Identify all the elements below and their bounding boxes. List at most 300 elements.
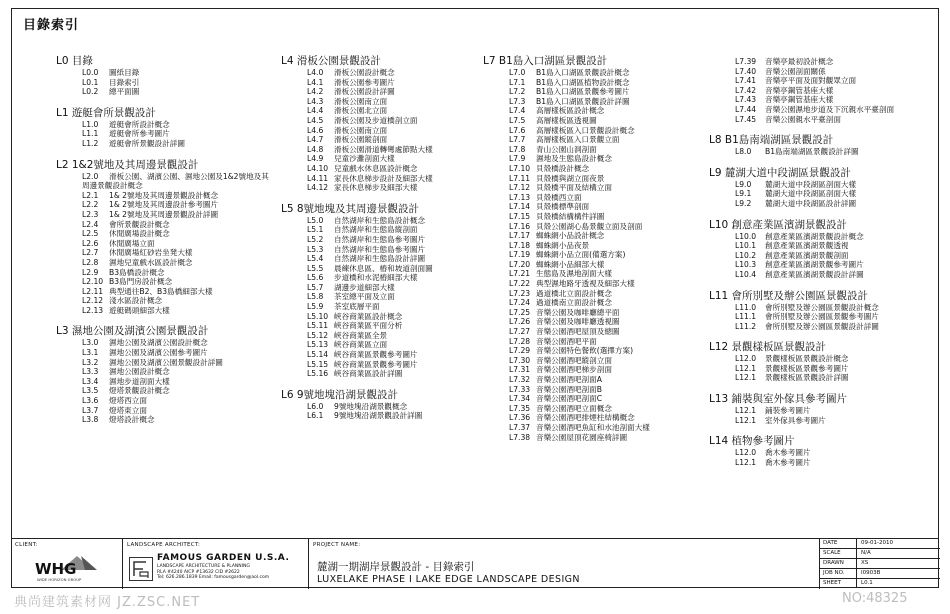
index-entry [281, 292, 476, 302]
sheet-title: 1& 2號地及其周邊景觀設計詳圖 [109, 209, 219, 219]
index-entry [483, 337, 708, 347]
sheet-title: 燈塔景觀設計概念 [109, 386, 170, 396]
project-cell [309, 539, 819, 589]
sheet-title: 濕地兒童戲水區設計概念 [109, 257, 193, 267]
sheet-title: 休閒廣場立面 [109, 238, 155, 248]
sheet-code: L7.12 [509, 183, 531, 193]
sheet-code: L3.1 [82, 348, 99, 358]
sheet-title: 滑板公園參考圖片 [334, 77, 395, 87]
index-section [56, 106, 271, 149]
sheet-title: 貝殼公園湖心島景觀立面及剖面 [536, 221, 643, 231]
index-entry [281, 331, 476, 341]
sheet-code: L4.12 [307, 183, 329, 193]
index-entry [483, 174, 708, 184]
sheet-code: L4.6 [307, 125, 324, 135]
index-entry [483, 78, 708, 88]
meta-key: DATE [823, 540, 838, 546]
sheet-title: B1島入口湖區景觀參考圖片 [536, 87, 630, 97]
section-heading: L13 鋪裝與室外傢具參考圖片 [709, 393, 848, 406]
sheet-code: L5.1 [307, 225, 324, 235]
sheet-code: L7.15 [509, 211, 531, 221]
sheet-title: 峽谷商業區景觀參考圖片 [334, 359, 418, 369]
sheet-title: 室外傢具參考圖片 [765, 415, 826, 425]
index-entry [281, 106, 476, 116]
meta-row [820, 579, 940, 589]
index-entry [709, 241, 934, 251]
sheet-title: 滑板公園及步道橋剖立面 [334, 115, 418, 125]
famous-garden-logo-icon [129, 557, 153, 581]
sheet-title: B1島入口湖區植物設計概念 [536, 77, 630, 87]
sheet-code: L7.13 [509, 192, 531, 202]
index-entry [56, 306, 271, 316]
index-entry [709, 199, 934, 209]
sheet-code: L2.11 [82, 286, 104, 296]
index-entry [56, 367, 271, 377]
index-entry [483, 222, 708, 232]
sheet-title: 燈塔東立面 [109, 405, 147, 415]
meta-key: SCALE [823, 550, 841, 556]
sheet-code: L2.2 [82, 200, 99, 210]
index-entry [281, 154, 476, 164]
index-section [709, 218, 934, 280]
section-heading: L0 目錄 [56, 55, 93, 67]
index-entry [56, 386, 271, 396]
sheet-title: 麓湖大道中段湖區設計詳圖 [765, 198, 857, 208]
sheet-code: L2.6 [82, 238, 99, 248]
page-title: 目錄索引 [23, 18, 80, 33]
sheet-code: L5.16 [307, 369, 329, 379]
sheet-title: 會所別墅及辦公園區景觀設計詳圖 [765, 321, 879, 331]
sheet-title: 茶室底層平面 [334, 302, 380, 312]
sheet-code: L12.1 [735, 457, 757, 467]
index-entry [56, 287, 271, 297]
sheet-title: 蜘蛛網小品設計概念 [536, 231, 605, 241]
sheet-title: 創意產業區濱湖景觀設計概念 [765, 231, 864, 241]
index-section [56, 158, 271, 316]
index-section [56, 54, 271, 97]
sheet-title: 貝殼橋平面及結構立面 [536, 183, 612, 193]
index-entry [709, 86, 934, 96]
sheet-code: L11.2 [735, 321, 757, 331]
sheet-title: 總平面圖 [109, 87, 140, 97]
sheet-code: L7.17 [509, 231, 531, 241]
sheet-title: 高層樣板區入口景觀立面 [536, 135, 620, 145]
sheet-code: L7.39 [735, 57, 757, 66]
sheet-title: 音樂公園酒吧魚缸和水池剖面大樣 [536, 422, 650, 432]
index-entry [483, 308, 708, 318]
sheet-title: 音樂公園屋頂花園座椅詳圖 [536, 432, 628, 442]
index-entry [56, 172, 271, 191]
sheet-code: L7.35 [509, 403, 531, 413]
architect-contact: Tel: 626.286.1839 Email: famousgarden@aol.com [157, 575, 270, 581]
sheet-title: 高層樣板區設計概念 [536, 106, 605, 116]
sheet-code: L7.41 [735, 76, 757, 86]
client-cell [11, 539, 123, 589]
sheet-code: L4.2 [307, 87, 324, 97]
index-entry [483, 106, 708, 116]
sheet-title: 貝殼橋西立面 [536, 192, 582, 202]
sheet-code: L12.0 [735, 448, 757, 458]
meta-value: 09-01-2010 [856, 539, 893, 548]
sheet-code: L3.6 [82, 396, 99, 406]
sheet-title: 滑板公園縱剖面 [334, 135, 388, 145]
sheet-title: 創意產業區濱湖景觀設計詳圖 [765, 269, 864, 279]
index-entry [483, 404, 708, 414]
sheet-title: 晨練休息區、樁和坡道剖面圖 [334, 263, 433, 273]
index-entry [56, 78, 271, 88]
sheet-title: 遊艇會所景觀設計詳圖 [109, 138, 185, 148]
sheet-title: 音樂公園酒吧梯步剖面 [536, 365, 612, 375]
index-section [483, 54, 708, 442]
title-block [11, 538, 939, 588]
index-entry [709, 251, 934, 261]
sheet-code: L7.19 [509, 250, 531, 260]
sheet-code: L7.30 [509, 355, 531, 365]
sheet-code: L7.0 [509, 68, 526, 77]
index-entry [56, 239, 271, 249]
project-label: PROJECT NAME: [313, 542, 361, 548]
sheet-code: L4.8 [307, 144, 324, 154]
sheet-code: L1.0 [82, 119, 99, 129]
index-entry [56, 220, 271, 230]
index-entry [281, 302, 476, 312]
index-section [709, 289, 934, 332]
index-entry [281, 78, 476, 88]
sheet-title: 景觀樣板區景觀設計詳圖 [765, 373, 849, 383]
index-entry [709, 260, 934, 270]
sheet-title: 生態島及濕地剖面大樣 [536, 269, 612, 279]
sheet-meta-table [819, 539, 940, 589]
index-entry [56, 210, 271, 220]
sheet-title: 喬木參考圖片 [765, 448, 811, 458]
index-entry [56, 139, 271, 149]
meta-value: I0903B [856, 569, 880, 578]
client-logo-text: WHG [35, 560, 77, 578]
index-entry [709, 147, 934, 157]
sheet-title: 景觀樣板區景觀參考圖片 [765, 363, 849, 373]
index-entry [709, 189, 934, 199]
index-entry [56, 415, 271, 425]
sheet-code: L7.24 [509, 298, 531, 308]
index-entry [483, 68, 708, 78]
index-entry [709, 373, 934, 383]
section-heading: L11 會所別墅及辦公園區景觀設計 [709, 289, 869, 302]
index-entry [709, 232, 934, 242]
sheet-code: L5.10 [307, 311, 329, 321]
index-entry [483, 145, 708, 155]
sheet-title: 湖邊步道細部大樣 [334, 282, 395, 292]
sheet-title: 過道橋北立面設計概念 [536, 288, 612, 298]
index-section [709, 133, 934, 157]
sheet-code: L4.11 [307, 173, 329, 183]
watermark-site: 典尚建筑素材网 JZ.ZSC.NET [14, 595, 201, 610]
sheet-title: 會所別墅及辦公園區景觀參考圖片 [765, 312, 879, 322]
sheet-title: 自然湖岸和生態島設計概念 [334, 215, 426, 225]
sheet-title: 創意產業區濱湖景觀透視 [765, 241, 849, 251]
sheet-code: L7.31 [509, 365, 531, 375]
sheet-code: L7.18 [509, 240, 531, 250]
sheet-title: 青山公園山洞剖面 [536, 144, 597, 154]
index-entry [281, 321, 476, 331]
index-entry [483, 231, 708, 241]
sheet-code: L1.1 [82, 129, 99, 139]
sheet-title: 貝殼橋設計概念 [536, 163, 590, 173]
sheet-title: 音樂公園酒吧縱剖立面 [536, 355, 612, 365]
index-entry [483, 193, 708, 203]
index-entry [709, 458, 934, 468]
sheet-title: 景觀樣板區景觀設計概念 [765, 354, 849, 364]
sheet-code: L5.5 [307, 263, 324, 273]
sheet-code: L5.8 [307, 292, 324, 302]
sheet-title: 步道橋和水泥樁細部大樣 [334, 273, 418, 283]
index-entry [483, 183, 708, 193]
sheet-code: L7.37 [509, 422, 531, 432]
section-heading: L4 滑板公園景觀設計 [281, 55, 381, 67]
sheet-title: 音樂公園酒吧排煙柱結構概念 [536, 413, 635, 423]
sheet-code: L11.1 [735, 312, 757, 322]
sheet-code: L12.1 [735, 363, 757, 373]
sheet-code: L3.8 [82, 415, 99, 425]
index-section [709, 340, 934, 383]
index-entry [709, 67, 934, 77]
sheet-title: 峽谷商業區景觀參考圖片 [334, 350, 418, 360]
client-logo-subtext: WIDE HORIZON GROUP [37, 577, 82, 582]
sheet-code: L7.26 [509, 317, 531, 327]
index-entry [56, 129, 271, 139]
index-entry [281, 116, 476, 126]
sheet-title: 濕地公園及湖濱公園參考圖片 [109, 348, 208, 358]
sheet-title: 音樂亭鋼管基座大樣 [765, 95, 834, 105]
index-entry [709, 76, 934, 86]
sheet-code: L10.3 [735, 260, 757, 270]
sheet-code: L7.20 [509, 259, 531, 269]
section-heading: L10 創意產業區濱湖景觀設計 [709, 218, 848, 231]
index-entry [483, 250, 708, 260]
sheet-title: 創意產業區濱湖景觀剖面 [765, 250, 849, 260]
sheet-code: L6.0 [307, 401, 324, 411]
sheet-title: 峽谷商業區設計概念 [334, 311, 403, 321]
index-entry [483, 346, 708, 356]
sheet-code: L4.5 [307, 115, 324, 125]
meta-row [820, 549, 940, 559]
sheet-code: L2.1 [82, 190, 99, 200]
index-entry [56, 377, 271, 387]
index-entry [483, 365, 708, 375]
sheet-code: L2.8 [82, 257, 99, 267]
index-entry [56, 296, 271, 306]
sheet-code: L7.33 [509, 384, 531, 394]
index-entry [281, 145, 476, 155]
index-entry [483, 289, 708, 299]
index-entry [483, 385, 708, 395]
index-column-3 [483, 54, 708, 442]
architect-licenses: RLA #4240 AICP #13632 CID #2622 [157, 569, 240, 575]
sheet-code: L5.11 [307, 321, 329, 331]
sheet-code: L0.2 [82, 87, 99, 97]
sheet-title: 音樂公園剖面關係 [765, 66, 826, 76]
index-entry [483, 241, 708, 251]
sheet-title: 典型濕地路牙透視及細部大樣 [536, 279, 635, 289]
index-entry [281, 312, 476, 322]
sheet-title: 濕地公園及湖濱公園景觀設計詳圖 [109, 357, 223, 367]
sheet-title: B3島橋設計概念 [109, 267, 165, 277]
index-entry [709, 95, 934, 105]
index-entry [56, 191, 271, 201]
sheet-title: 滑板公園設計詳圖 [334, 87, 395, 97]
architect-label: LANDSCAPE ARCHITECT: [127, 542, 201, 548]
sheet-title: 9號地塊沿湖景觀設計詳圖 [334, 411, 423, 421]
sheet-code: L3.3 [82, 367, 99, 377]
architect-cell [123, 539, 309, 589]
sheet-title: 音樂公園親水平臺剖面 [765, 114, 841, 124]
sheet-title: 自然湖岸和生態島參考圖片 [334, 244, 426, 254]
section-heading: L3 濕地公園及湖濱公園景觀設計 [56, 325, 209, 338]
architect-name: FAMOUS GARDEN U.S.A. [157, 553, 290, 563]
index-entry [56, 358, 271, 368]
index-entry [483, 433, 708, 443]
index-entry [56, 200, 271, 210]
sheet-code: L5.4 [307, 254, 324, 264]
index-entry [56, 258, 271, 268]
index-entry [281, 254, 476, 264]
index-entry [483, 202, 708, 212]
sheet-code: L12.1 [735, 373, 757, 383]
index-entry [483, 317, 708, 327]
index-column-1 [56, 54, 271, 425]
index-entry [709, 354, 934, 364]
sheet-code: L5.6 [307, 273, 324, 283]
sheet-code: L10.1 [735, 241, 757, 251]
index-section [281, 202, 476, 379]
sheet-code: L4.10 [307, 163, 329, 173]
sheet-code: L7.40 [735, 66, 757, 76]
sheet-title: 9號地塊沿湖景觀概念 [334, 401, 408, 411]
index-entry [709, 57, 934, 67]
sheet-title: 休閒廣場設計概念 [109, 229, 170, 239]
index-entry [709, 322, 934, 332]
sheet-code: L12.1 [735, 406, 757, 416]
sheet-title: 滑板公園北立面 [334, 106, 388, 116]
index-entry [483, 279, 708, 289]
sheet-title: 音樂亭鋼管基座大樣 [765, 85, 834, 95]
sheet-title: 茶室總平面及立面 [334, 292, 395, 302]
index-entry [281, 225, 476, 235]
sheet-title: 高層樣板區入口景觀設計概念 [536, 125, 635, 135]
index-entry [483, 154, 708, 164]
sheet-code: L7.21 [509, 269, 531, 279]
sheet-code: L5.0 [307, 215, 324, 225]
sheet-code: L10.4 [735, 269, 757, 279]
index-entry [281, 264, 476, 274]
meta-value: N/A [856, 549, 871, 558]
sheet-title: 蜘蛛網小品立面(備選方案) [536, 250, 626, 260]
sheet-title: 高層樣板區透視圖 [536, 115, 597, 125]
index-entry [281, 87, 476, 97]
sheet-title: 鋪裝參考圖片 [765, 406, 811, 416]
index-entry [56, 229, 271, 239]
sheet-title: 音樂公園特色餐飲(選擇方案) [536, 346, 634, 356]
sheet-code: L7.14 [509, 202, 531, 212]
index-entry [56, 338, 271, 348]
index-entry [281, 97, 476, 107]
sheet-title: 創意產業區濱湖景觀參考圖片 [765, 260, 864, 270]
sheet-title: 目錄索引 [109, 77, 140, 87]
sheet-title: 1& 2號地及其周邊景觀設計概念 [109, 190, 219, 200]
sheet-code: L9.0 [735, 179, 752, 189]
sheet-title: 音樂公園酒吧剖面A [536, 375, 602, 384]
index-entry [56, 248, 271, 258]
sheet-code: L2.9 [82, 267, 99, 277]
sheet-code: L3.7 [82, 405, 99, 415]
index-entry [483, 116, 708, 126]
sheet-code: L7.16 [509, 221, 531, 231]
sheet-code: L3.0 [82, 338, 99, 348]
index-section [709, 57, 934, 124]
sheet-code: L10.0 [735, 231, 757, 241]
index-entry [483, 298, 708, 308]
sheet-title: 燈塔設計概念 [109, 415, 155, 425]
index-section [709, 166, 934, 209]
sheet-code: L2.4 [82, 219, 99, 229]
sheet-code: L3.2 [82, 357, 99, 367]
sheet-title: 貝殼橋與湖立面夜景 [536, 173, 605, 183]
index-entry [483, 356, 708, 366]
index-entry [281, 402, 476, 412]
sheet-title: 自然湖岸和生態島縱剖面 [334, 225, 418, 235]
sheet-code: L12.1 [735, 415, 757, 425]
sheet-code: L7.32 [509, 375, 531, 384]
sheet-code: L0.1 [82, 77, 99, 87]
sheet-title: 家長休息梯步及細部大樣 [334, 183, 418, 193]
sheet-code: L8.0 [735, 147, 752, 157]
sheet-code: L0.0 [82, 68, 99, 77]
index-entry [709, 105, 934, 115]
sheet-title: B1島入口湖區景觀設計概念 [536, 68, 630, 77]
index-entry [483, 97, 708, 107]
sheet-code: L5.9 [307, 302, 324, 312]
sheet-title: 音樂公園酒吧立面概念 [536, 403, 612, 413]
sheet-title: 家長休息梯步設計及細部大樣 [334, 173, 433, 183]
meta-key: DRAWN [823, 560, 844, 566]
sheet-code: L7.6 [509, 125, 526, 135]
index-entry [483, 126, 708, 136]
sheet-code: L7.45 [735, 114, 757, 124]
watermark-number: NO:48325 [842, 591, 908, 606]
sheet-code: L3.5 [82, 386, 99, 396]
sheet-code: L2.3 [82, 209, 99, 219]
index-entry [56, 120, 271, 130]
index-column-2 [281, 54, 476, 421]
sheet-title: 音樂公園及咖啡廳總平面 [536, 307, 620, 317]
section-heading: L2 1&2號地及其周邊景觀設計 [56, 158, 199, 171]
section-heading: L8 B1島南端湖區景觀設計 [709, 134, 834, 147]
index-entry [483, 135, 708, 145]
index-entry [56, 87, 271, 97]
sheet-code: L7.44 [735, 104, 757, 114]
index-entry [281, 135, 476, 145]
sheet-code: L7.7 [509, 135, 526, 145]
sheet-title: 滑板公園南立面 [334, 125, 388, 135]
index-entry [483, 87, 708, 97]
client-logo [33, 553, 105, 583]
section-heading: L12 景觀樣板區景觀設計 [709, 341, 827, 354]
index-section [709, 392, 934, 425]
index-entry [483, 423, 708, 433]
index-entry [709, 115, 934, 125]
sheet-title: 峽谷商業區設計詳圖 [334, 369, 403, 379]
sheet-title: 滑板公園南立面 [334, 96, 388, 106]
index-section [281, 54, 476, 193]
